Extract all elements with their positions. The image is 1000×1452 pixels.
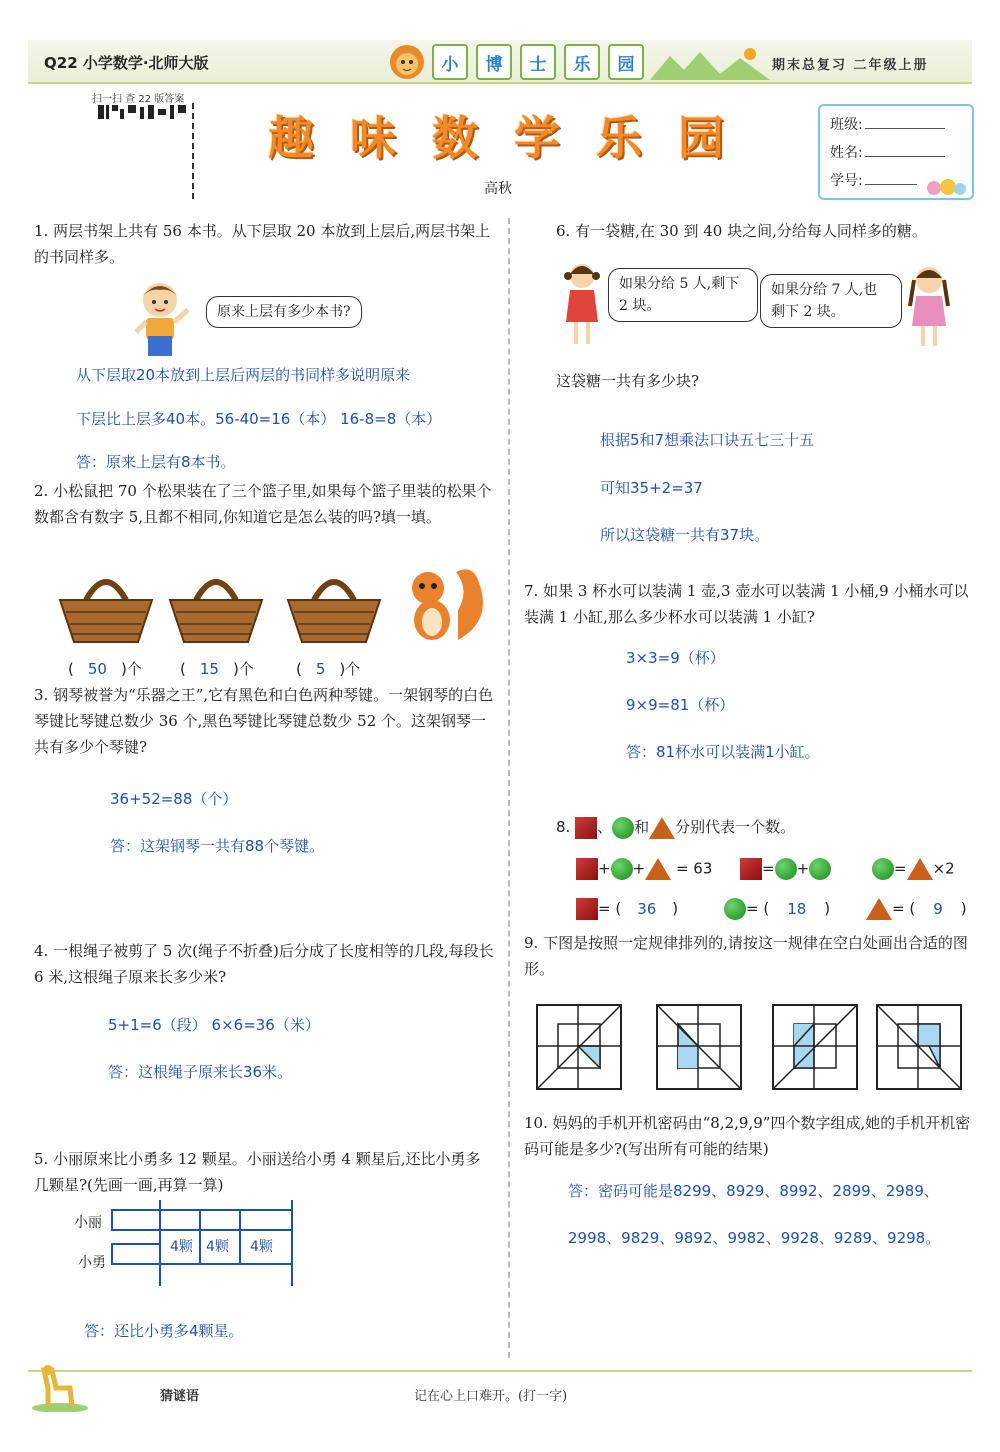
circle-symbol-icon <box>612 817 634 839</box>
question-10-text: 10. 妈妈的手机开机密码由“8,2,9,9”四个数字组成,她的手机开机密码可能是多少?(写出所有可能的结果) <box>524 1114 971 1158</box>
boy-icon <box>130 280 194 362</box>
question-5-text: 5. 小丽原来比小勇多 12 颗星。小丽送给小勇 4 颗星后,还比小勇多几颗星?(先画一画,再算一算) <box>34 1150 481 1194</box>
question-3-text: 3. 钢琴被誉为“乐器之王”,它有黑色和白色两种琴键。一架钢琴的白色琴键比琴键总数少 36 个,黑色琴键比琴键总数少 52 个。这架钢琴一共有多少个琴键? <box>34 686 494 756</box>
circle-answer-blank[interactable]: = ( 18 ) <box>724 898 830 920</box>
brand-char: 博 <box>476 44 512 80</box>
question-7-answer-line: 答：81杯水可以装满1小缸。 <box>626 743 820 761</box>
name-field[interactable]: 姓名: <box>830 142 945 162</box>
question-8-equation-2: = + <box>740 858 831 880</box>
question-1-bubble: 原来上层有多少本书? <box>206 296 362 328</box>
giraffe-icon <box>30 1364 90 1412</box>
question-6-answer-line: 可知35+2=37 <box>600 479 703 497</box>
footer-riddle-label: 猜谜语 <box>160 1389 200 1404</box>
question-6-bubble-right: 如果分给 7 人,也剩下 2 块。 <box>760 274 902 328</box>
square-symbol-icon <box>740 858 762 880</box>
basket-2-blank[interactable]: ( 15 )个 <box>180 660 254 678</box>
brand-char: 园 <box>608 44 644 80</box>
question-4-answer-line: 5+1=6（段） 6×6=36（米） <box>108 1016 320 1034</box>
question-7-answer-line: 3×3=9（杯） <box>626 649 725 667</box>
basket-1-blank[interactable]: ( 50 )个 <box>68 660 142 678</box>
question-7-text: 7. 如果 3 杯水可以装满 1 壶,3 壶水可以装满 1 小桶,9 小桶水可以装满 1 小缸,那么多少杯水可以装满 1 小缸? <box>524 582 969 626</box>
pattern-figure-3 <box>772 1004 860 1090</box>
question-8-equation-3: = ×2 <box>872 858 955 880</box>
qr-caption: 扫一扫 查 22 版答案 <box>92 94 185 105</box>
author: 高秋 <box>484 181 512 197</box>
circle-symbol-icon <box>809 858 831 880</box>
question-8-intro: 8. 、 和 分别代表一个数。 <box>556 816 795 839</box>
question-3-answer-line: 答：这架钢琴一共有88个琴键。 <box>110 837 325 855</box>
bar-segment-label: 4颗 <box>170 1239 193 1255</box>
basket-3-blank[interactable]: ( 5 )个 <box>296 660 361 678</box>
triangle-symbol-icon <box>645 858 671 880</box>
question-9-text: 9. 下图是按照一定规律排列的,请按这一规律在空白处画出合适的图形。 <box>524 934 968 978</box>
basket-icon <box>284 570 384 646</box>
square-answer-blank[interactable]: = ( 36 ) <box>576 898 678 920</box>
footer-divider <box>28 1370 972 1372</box>
question-6-bubble-left: 如果分给 5 人,剩下 2 块。 <box>608 268 758 322</box>
class-field[interactable]: 班级: <box>830 114 945 134</box>
girl-right-icon <box>906 262 952 348</box>
header-right-label: 期末总复习 二年级上册 <box>772 58 929 73</box>
square-symbol-icon <box>575 817 597 839</box>
square-symbol-icon <box>576 858 598 880</box>
triangle-symbol-icon <box>907 858 933 880</box>
question-4-text: 4. 一根绳子被剪了 5 次(绳子不折叠)后分成了长度相等的几段,每段长 6 米,这根绳子原来长多少米? <box>34 942 494 986</box>
question-1-answer-line: 下层比上层多40本。56-40=16（本） 16-8=8（本） <box>76 410 442 428</box>
question-6-answer-line: 所以这袋糖一共有37块。 <box>600 526 770 544</box>
student-info-box <box>818 104 974 200</box>
triangle-symbol-icon <box>866 898 892 920</box>
column-divider <box>508 218 510 1358</box>
question-1-answer-line: 从下层取20本放到上层后两层的书同样多说明原来 <box>76 366 411 384</box>
pattern-figure-2 <box>656 1004 744 1090</box>
squirrel-icon <box>398 560 492 646</box>
brand-char: 士 <box>520 44 556 80</box>
question-1-answer-line: 答：原来上层有8本书。 <box>76 453 236 471</box>
footer-riddle-text: 记在心上口难开。(打一字) <box>414 1389 568 1404</box>
bar-label-xiaoli: 小丽 <box>74 1215 102 1231</box>
brand-char: 乐 <box>564 44 600 80</box>
brand-char: 小 <box>432 44 468 80</box>
question-7-answer-line: 9×9=81（杯） <box>626 696 735 714</box>
page-label: Q22 小学数学·北师大版 <box>44 54 209 72</box>
number-field[interactable]: 学号: <box>830 170 917 190</box>
question-2-text: 2. 小松鼠把 70 个松果装在了三个篮子里,如果每个篮子里装的松果个数都含有数字 5,且都不相同,你知道它是怎么装的吗?填一填。 <box>34 482 492 526</box>
question-8-equation-1: + + = 63 <box>576 858 712 880</box>
triangle-answer-blank[interactable]: = ( 9 ) <box>866 898 967 920</box>
bar-segment-label: 4颗 <box>206 1239 229 1255</box>
circle-symbol-icon <box>872 858 894 880</box>
question-6-question: 这袋糖一共有多少块? <box>556 372 700 390</box>
question-4-answer-line: 答：这根绳子原来长36米。 <box>108 1063 293 1081</box>
landscape-decoration-icon <box>650 44 770 80</box>
circle-symbol-icon <box>724 898 746 920</box>
question-6-text: 6. 有一袋糖,在 30 到 40 块之间,分给每人同样多的糖。 <box>556 222 927 240</box>
circle-symbol-icon <box>611 858 633 880</box>
cartoon-animals-icon <box>924 174 966 196</box>
question-6-answer-line: 根据5和7想乘法口诀五七三十五 <box>600 431 815 449</box>
basket-icon <box>56 570 156 646</box>
pattern-figure-1 <box>536 1004 624 1090</box>
basket-icon <box>166 570 266 646</box>
qr-pattern-icon <box>98 103 192 123</box>
bar-label-xiaoyong: 小勇 <box>78 1255 106 1271</box>
question-10-answer-line: 2998、9829、9892、9982、9928、9289、9298。 <box>568 1229 941 1247</box>
brand-logo <box>432 44 644 80</box>
lion-mascot-icon <box>384 42 430 82</box>
bar-segment-label: 4颗 <box>250 1239 273 1255</box>
question-5-answer: 答：还比小勇多4颗星。 <box>84 1322 244 1340</box>
question-3-answer-line: 36+52=88（个） <box>110 790 238 808</box>
page-title: 趣味数学乐园 <box>268 111 760 165</box>
question-10-answer-line: 答：密码可能是8299、8929、8992、2899、2989、 <box>568 1182 939 1200</box>
question-1-text: 1. 两层书架上共有 56 本书。从下层取 20 本放到上层后,两层书架上的书同样多。 <box>34 222 491 266</box>
girl-left-icon <box>562 260 602 348</box>
circle-symbol-icon <box>775 858 797 880</box>
square-symbol-icon <box>576 898 598 920</box>
pattern-figure-4[interactable] <box>876 1004 964 1090</box>
qr-code[interactable] <box>96 103 194 199</box>
triangle-symbol-icon <box>649 817 675 839</box>
